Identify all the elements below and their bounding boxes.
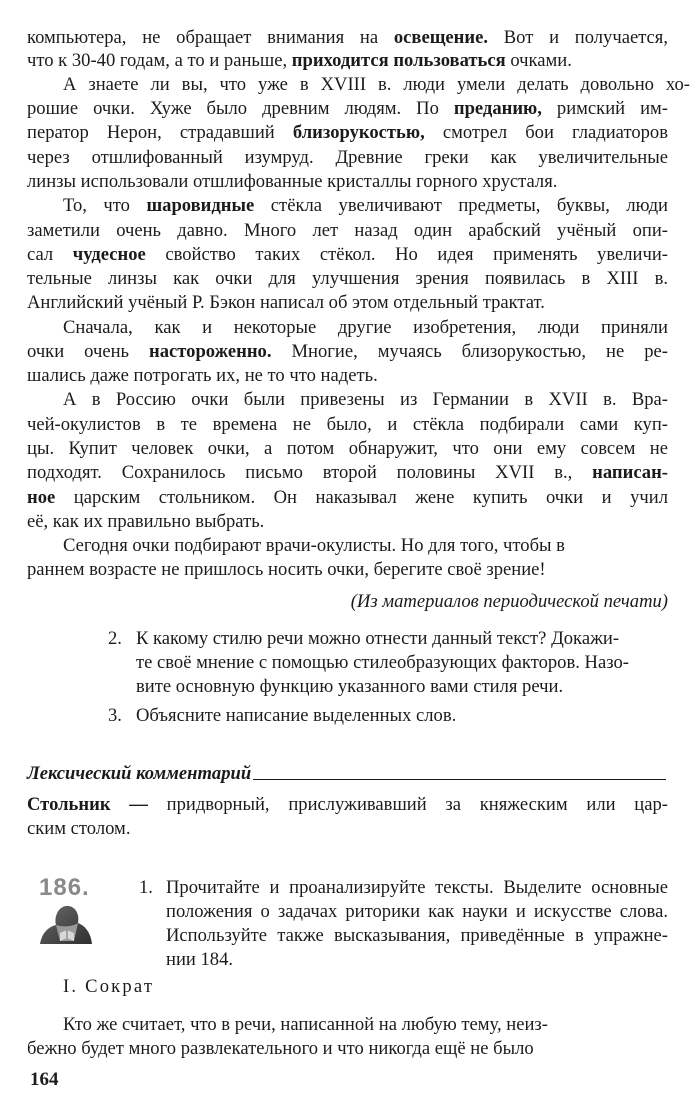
article-line: раннем возрасте не пришлось носить очки, берегите своё зрение! [27,559,546,580]
exercise-number: 186. [39,874,90,901]
reading-person-icon [36,903,94,945]
article-line: А в Россию очки были привезены из Германии в XVII в. Вра- [63,389,668,410]
article-line: через отшлифованный изумруд. Древние греки как увеличительные [27,147,668,168]
article-line: что к 30-40 годам, а то и раньше, приходится пользоваться очками. [27,50,572,71]
article-line: цы. Купит человек очки, а потом обнаружит, что они ему совсем не [27,438,668,459]
article-line: Сегодня очки подбирают врачи-окулисты. Но для того, чтобы в [63,535,565,556]
page-number: 164 [30,1069,59,1090]
lexical-title: Лексический комментарий [27,763,252,784]
exercise-line: положения о задачах риторики как науки и искусстве слова. [166,901,668,922]
divider [253,779,666,780]
article-line: шались даже потрогать их, не то что надеть. [27,365,378,386]
exercise-line: нии 184. [166,949,234,970]
article-line: заметили очень давно. Много лет назад один арабский учёный опи- [27,220,668,241]
question-line: те своё мнение с помощью стилеобразующих факторов. Назо- [136,652,629,673]
lexical-line: Стольник — придворный, прислуживавший за княжеским или цар- [27,794,668,815]
exercise-line: Прочитайте и проанализируйте тексты. Выделите основные [166,877,668,898]
question-line: К какому стилю речи можно отнести данный текст? Докажи- [136,628,620,649]
article-line: Английский учёный Р. Бэкон написал об этом отдельный трактат. [27,292,545,313]
article-line: подходят. Сохранилось письмо второй половины XVII в., написан- [27,462,668,483]
article-line: рошие очки. Хуже было древним людям. По преданию, римский им- [27,98,668,119]
question-line: вите основную функцию указанного вами стиля речи. [136,676,564,697]
section-heading: I. Сократ [63,976,155,997]
article-line: компьютера, не обращает внимания на освещение. Вот и получается, [27,27,669,48]
article-line: То, что шаровидные стёкла увеличивают предметы, буквы, люди [63,195,669,216]
question-number: 3. [108,705,122,726]
article-source: (Из материалов периодической печати) [350,591,668,612]
article-line: очки очень настороженно. Многие, мучаясь близорукостью, не ре- [27,341,668,362]
exercise-body-line: бежно будет много развлекательного и что никогда ещё не было [27,1038,534,1059]
question-number: 2. [108,628,122,649]
article-line: ператор Нерон, страдавший близорукостью, смотрел бои гладиаторов [27,122,668,143]
article-line: тельные линзы как очки для улучшения зрения появилась в XIII в. [27,268,668,289]
exercise-body-line: Кто же считает, что в речи, написанной на любую тему, неиз- [63,1014,548,1035]
article-line: сал чудесное свойство таких стёкол. Но идея применять увеличи- [27,244,668,265]
question-line: Объясните написание выделенных слов. [136,705,457,726]
lexical-line: ским столом. [27,818,131,839]
exercise-item-number: 1. [139,877,153,898]
article-line: ное царским стольником. Он наказывал жене купить очки и учил [27,487,668,508]
article-line: её, как их правильно выбрать. [27,511,265,532]
article-line: Сначала, как и некоторые другие изобретения, люди приняли [63,317,668,338]
exercise-line: Используйте также высказывания, приведённые в упражне- [166,925,668,946]
article-line: чей-окулистов в те времена не было, и стёкла подбирали сами куп- [27,414,668,435]
article-line: А знаете ли вы, что уже в XVIII в. люди умели делать довольно хо- [63,74,690,95]
article-line: линзы использовали отшлифованные кристаллы горного хрусталя. [27,171,558,192]
